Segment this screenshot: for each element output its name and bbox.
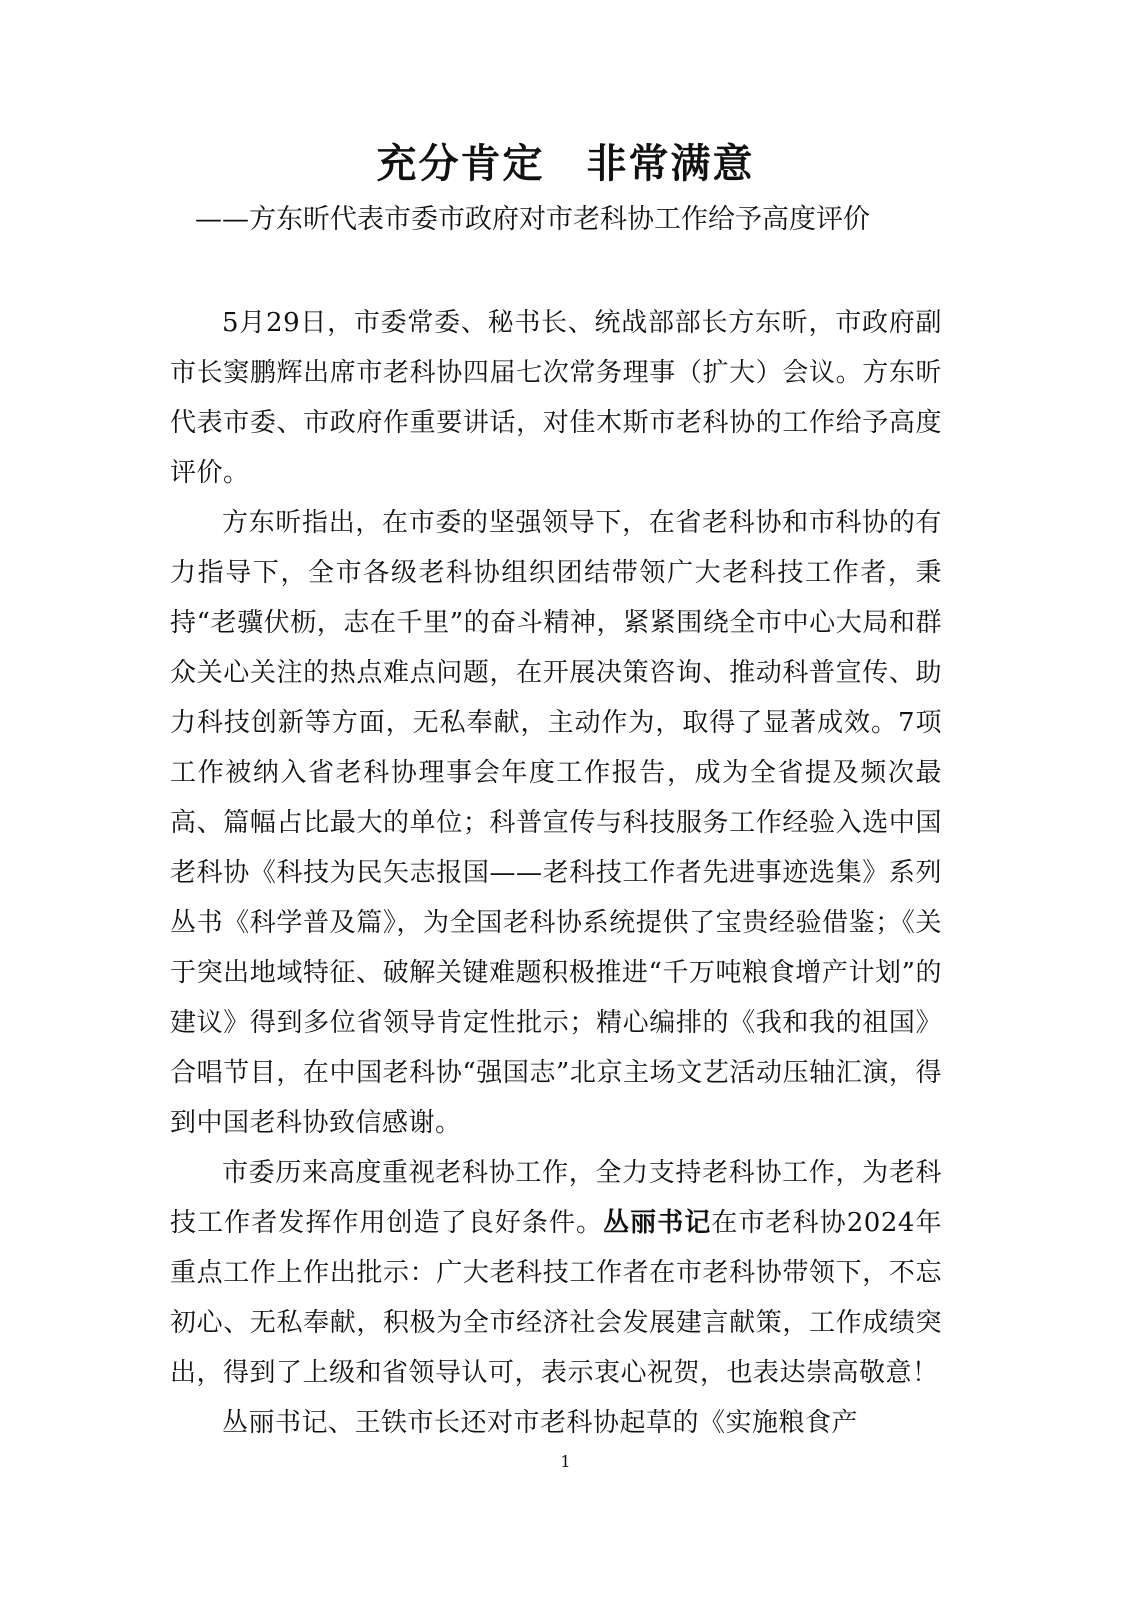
paragraph-3-text-before: 市委历来高度重视老科协工作，全力支持老科协工作，为老科技工作者发挥作用创造了良好条件。 xyxy=(170,1158,942,1238)
document-body xyxy=(170,298,942,1448)
document-title: 充分肯定 非常满意 xyxy=(376,140,755,187)
paragraph-4: 丛丽书记、王铁市长还对市老科协起草的《实施粮食产 xyxy=(222,1408,859,1438)
paragraph-3-emphasis: 丛丽书记 xyxy=(603,1208,712,1238)
paragraph-3-text-after: 在市老科协2024年重点工作上作出批示：广大老科技工作者在市老科协带领下，不忘初心、无私奉献，积极为全市经济社会发展建言献策，工作成绩突出，得到了上级和省领导认可，表示衷心祝贺，也表达崇高敬意！ xyxy=(170,1208,942,1388)
page-number: 1 xyxy=(560,1452,571,1471)
paragraph-1: 5月29日，市委常委、秘书长、统战部部长方东昕，市政府副市长窦鹏辉出席市老科协四届七次常务理事（扩大）会议。方东昕代表市委、市政府作重要讲话，对佳木斯市老科协的工作给予高度评价。 xyxy=(170,308,942,488)
paragraph-2: 方东昕指出，在市委的坚强领导下，在省老科协和市科协的有力指导下，全市各级老科协组织团结带领广大老科技工作者，秉持“老骥伏枥，志在千里”的奋斗精神，紧紧围绕全市中心大局和群众关心关注的热点难点问题，在开展决策咨询、推动科普宣传、助力科技创新等方面，无私奉献，主动作为，取得了显著成效。7项工作被纳入省老科协理事会年度工作报告，成为全省提及频次最高、篇幅占比最大的单位；科普宣传与科技服务工作经验入选中国老科协《科技为民矢志报国——老科技工作者先进事迹选集》系列丛书《科学普及篇》，为全国老科协系统提供了宝贵经验借鉴；《关于突出地域特征、破解关键难题积极推进“千万吨粮食增产计划”的建议》得到多位省领导肯定性批示；精心编排的《我和我的祖国》合唱节目，在中国老科协“强国志”北京主场文艺活动压轴汇演，得到中国老科协致信感谢。 xyxy=(170,508,942,1138)
document-subtitle: ——方东昕代表市委市政府对市老科协工作给予高度评价 xyxy=(195,204,870,235)
paragraph-3 xyxy=(170,1148,942,1398)
